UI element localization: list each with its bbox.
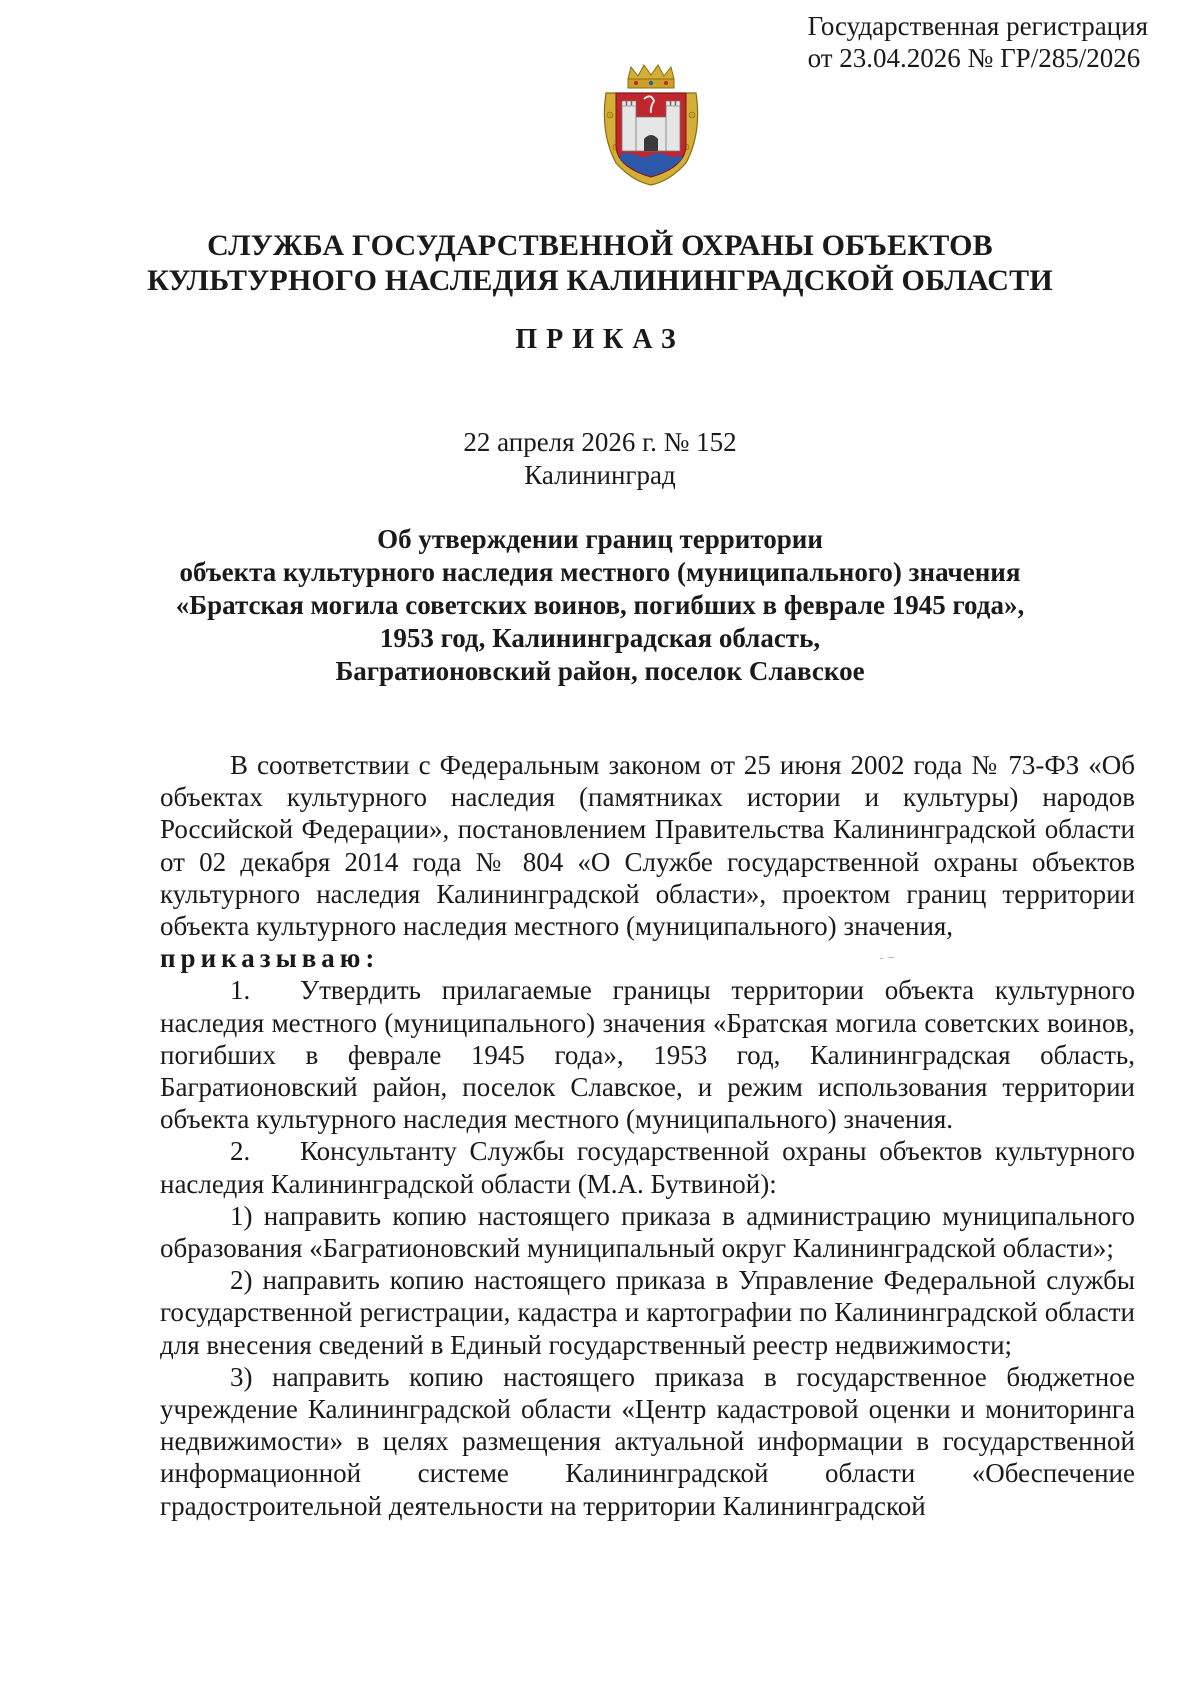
orders-word: приказываю: (160, 943, 380, 974)
item-1-number: 1. (230, 975, 251, 1006)
order-date-number: 22 апреля 2026 г. № 152 (463, 427, 737, 457)
registration-line-1: Государственная регистрация (807, 11, 1148, 41)
item-1-text: Утвердить прилагаемые границы территории объекта культурного наследия местного (муниципального) значения «Братская могила советских воинов, погибших в феврале 1945 года», 1953 год, Калининградская область, Багратионовский район, поселок Славское, и режим использования территории объекта культурного наследия местного (муниципального) значения. (160, 975, 1135, 1135)
shield-icon (616, 93, 686, 177)
subitem-2-paragraph: 2) направить копию настоящего приказа в Управление Федеральной службы государственной регистрации, кадастра и картографии по Калининградской области для внесения сведений в Единый государственный реестр недвижимости; (160, 1265, 1135, 1360)
organization-line-1: СЛУЖБА ГОСУДАРСТВЕННОЙ ОХРАНЫ ОБЪЕКТОВ (207, 229, 993, 262)
registration-stamp (808, 10, 1148, 74)
order-meta (0, 426, 1200, 492)
orders-word-paragraph (160, 942, 1135, 974)
subject-line-3: «Братская могила советских воинов, погибших в феврале 1945 года», (175, 590, 1025, 620)
item-1-paragraph (160, 974, 1135, 1135)
subject-line-5: Багратионовский район, поселок Славское (335, 656, 865, 686)
scan-artifact (880, 958, 883, 959)
organization-line-2: КУЛЬТУРНОГО НАСЛЕДИЯ КАЛИНИНГРАДСКОЙ ОБЛАСТИ (147, 264, 1053, 297)
document-type-heading: ПРИКАЗ (515, 324, 685, 355)
subject-line-1: Об утверждении границ территории (377, 524, 823, 554)
scan-artifact (888, 957, 894, 958)
order-subject (0, 523, 1200, 688)
item-2-text: Консультанту Службы государственной охраны объектов культурного наследия Калининградской области (М.А. Бутвиной): (160, 1136, 1135, 1199)
organization-title (0, 228, 1200, 298)
crown-icon (628, 65, 674, 88)
item-2-paragraph (160, 1135, 1135, 1199)
subject-line-4: 1953 год, Калининградская область, (379, 623, 821, 653)
subitem-1-paragraph: 1) направить копию настоящего приказа в администрацию муниципального образования «Багратионовский муниципальный округ Калининградской области»; (160, 1200, 1135, 1264)
subject-line-2: объекта культурного наследия местного (муниципального) значения (179, 557, 1021, 587)
item-2-number: 2. (230, 1136, 251, 1167)
subitem-3-paragraph: 3) направить копию настоящего приказа в государственное бюджетное учреждение Калининградской области «Центр кадастровой оценки и мониторинга недвижимости» в целях размещения актуальной информации в государственной информационной системе Калининградской области «Обеспечение градостроительной деятельности на территории Калининградской (160, 1361, 1135, 1521)
preamble-paragraph: В соответствии с Федеральным законом от 25 июня 2002 года № 73-ФЗ «Об объектах культурного наследия (памятниках истории и культуры) народов Российской Федерации», постановлением Правительства Калининградской области от 02 декабря 2014 года № 804 «О Службе государственной охраны объектов культурного наследия Калининградской области», проектом границ территории объекта культурного наследия местного (муниципального) значения, (160, 750, 1135, 942)
order-city: Калининград (524, 460, 676, 490)
coat-of-arms-emblem (598, 63, 704, 187)
registration-line-2: от 23.04.2026 № ГР/285/2026 (807, 43, 1141, 73)
order-body (160, 749, 1135, 1522)
